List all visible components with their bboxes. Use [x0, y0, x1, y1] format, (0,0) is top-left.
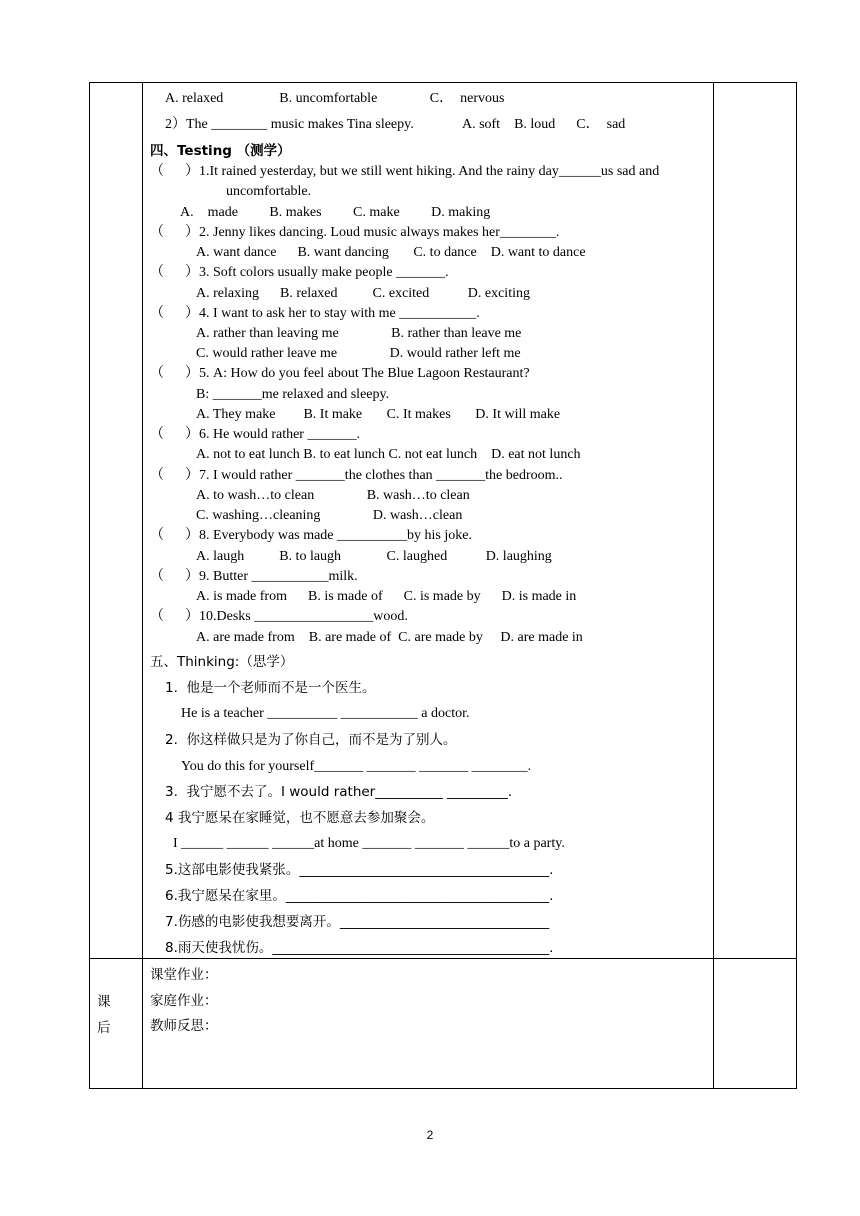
question-9: （ ）9. Butter ___________milk.	[150, 569, 358, 584]
question-8: （ ）8. Everybody was made __________by his joke.	[150, 528, 472, 543]
column-divider-right	[713, 82, 714, 1089]
question-3: （ ）3. Soft colors usually make people _______.	[150, 265, 449, 280]
question-1: （ ）1.It rained yesterday, but we still went hiking. And the rainy day______us sad and	[150, 164, 660, 179]
question-4: （ ）4. I want to ask her to stay with me ___________.	[150, 306, 480, 321]
question-3-options: A. relaxing B. relaxed C. excited D. exciting	[196, 286, 530, 301]
question-5: （ ）5. A: How do you feel about The Blue Lagoon Restaurant?	[150, 366, 530, 381]
row-divider	[89, 958, 797, 959]
testing-heading: 四、Testing （测学）	[150, 143, 291, 159]
question-6: （ ）6. He would rather _______.	[150, 427, 360, 442]
question-9-options: A. is made from B. is made of C. is made by D. is made in	[196, 589, 577, 604]
thinking-item-4-en: I ______ ______ ______at home _______ _______ ______to a party.	[173, 836, 565, 851]
thinking-item-2: 2. 你这样做只是为了你自己，而不是为了别人。	[165, 732, 457, 748]
question-8-options: A. laugh B. to laugh C. laughed D. laughing	[196, 549, 552, 564]
thinking-item-5: 5.这部电影使我紧张。_____________________________________.	[165, 862, 554, 878]
thinking-item-8: 8.雨天使我忧伤。_________________________________________.	[165, 940, 554, 956]
question-5-b: B: _______me relaxed and sleepy.	[196, 387, 390, 402]
thinking-heading: 五、Thinking:（思学）	[150, 654, 294, 670]
homework-label: 家庭作业：	[150, 993, 218, 1009]
classwork-label: 课堂作业：	[150, 967, 218, 983]
question-2: （ ）2. Jenny likes dancing. Loud music always makes her________.	[150, 225, 560, 240]
question-7-options-b: C. washing…cleaning D. wash…clean	[196, 508, 463, 523]
thinking-item-6: 6.我宁愿呆在家里。_______________________________________.	[165, 888, 554, 904]
thinking-item-1: 1. 他是一个老师而不是一个医生。	[165, 680, 376, 696]
question-10-options: A. are made from B. are made of C. are made by D. are made in	[196, 630, 583, 645]
column-divider-left	[142, 82, 143, 1089]
question-1-options: A. made B. makes C. make D. making	[180, 205, 491, 220]
question-line: 2）The ________ music makes Tina sleepy. A. soft B. loud C． sad	[165, 117, 626, 132]
question-5-options: A. They make B. It make C. It makes D. It will make	[196, 407, 561, 422]
question-1-cont: uncomfortable.	[226, 184, 312, 199]
thinking-item-1-en: He is a teacher __________ ___________ a doctor.	[181, 706, 470, 721]
question-10: （ ）10.Desks _________________wood.	[150, 609, 408, 624]
thinking-item-2-en: You do this for yourself_______ _______ _______ ________.	[181, 759, 532, 774]
question-2-options: A. want dance B. want dancing C. to dance D. want to dance	[196, 245, 586, 260]
option-line: A. relaxed B. uncomfortable C． nervous	[165, 91, 505, 106]
after-class-label-1: 课	[97, 994, 111, 1010]
thinking-item-7: 7.伤感的电影使我想要离开。_______________________________	[165, 914, 550, 930]
question-7: （ ）7. I would rather _______the clothes than _______the bedroom..	[150, 468, 563, 483]
teacher-reflection-label: 教师反思：	[150, 1018, 218, 1034]
thinking-item-3: 3. 我宁愿不去了。I would rather__________ _________.	[165, 784, 513, 800]
question-7-options-a: A. to wash…to clean B. wash…to clean	[196, 488, 470, 503]
question-6-options: A. not to eat lunch B. to eat lunch C. not eat lunch D. eat not lunch	[196, 447, 581, 462]
page-number: 2	[426, 1128, 434, 1142]
question-4-options-a: A. rather than leaving me B. rather than leave me	[196, 326, 522, 341]
question-4-options-b: C. would rather leave me D. would rather left me	[196, 346, 521, 361]
after-class-label-2: 后	[97, 1020, 111, 1036]
thinking-item-4: 4 我宁愿呆在家睡觉，也不愿意去参加聚会。	[165, 810, 435, 826]
